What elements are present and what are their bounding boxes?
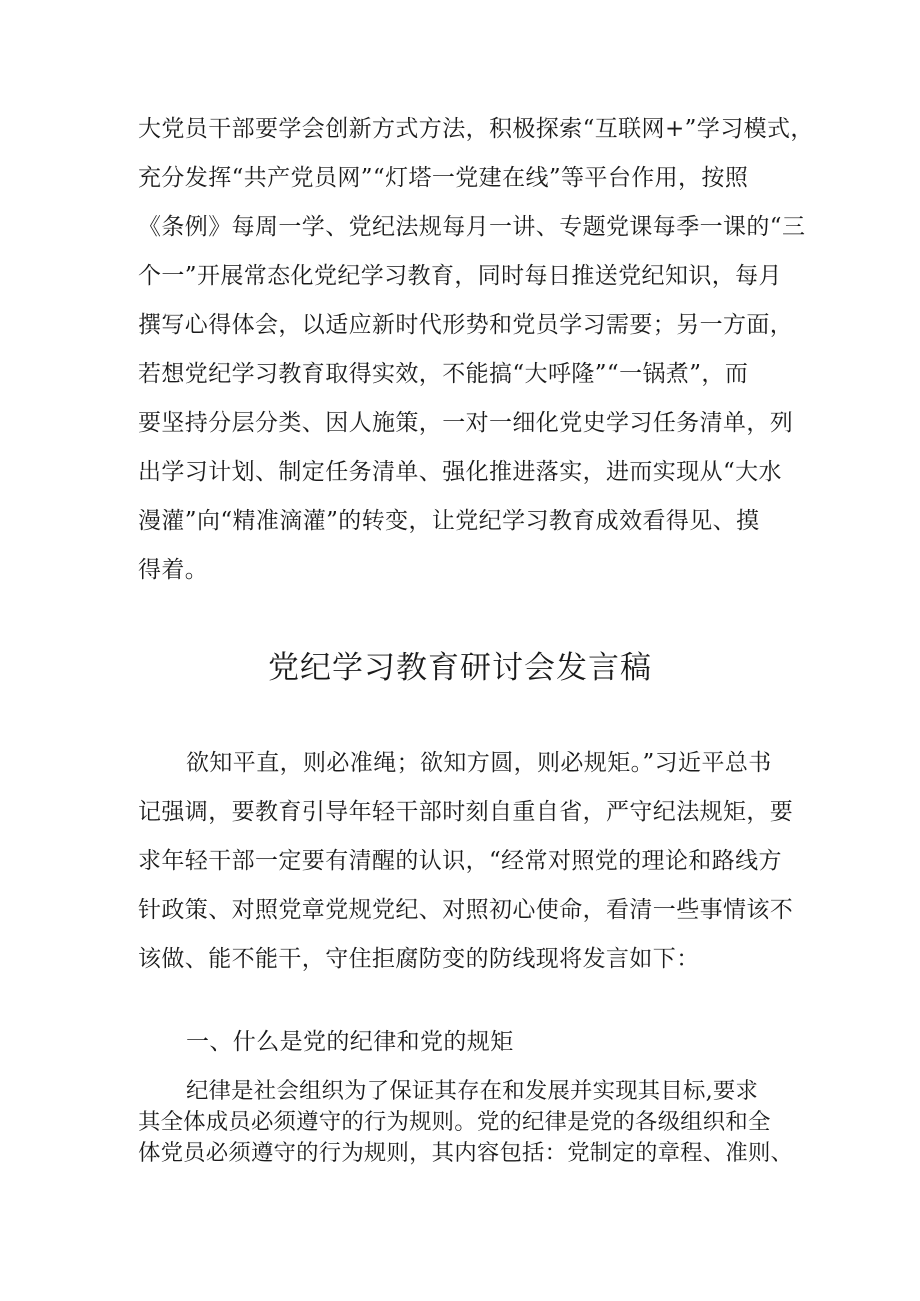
body-text-line: 大党员干部要学会创新方式方法，积极探索“互联网+”学习模式， [138,116,814,142]
body-text-line: 《条例》每周一学、党纪法规每月一讲、专题党课每季一课的“三 [138,214,806,240]
body-text-line: 要坚持分层分类、因人施策，一对一细化党史学习任务清单，列 [138,410,794,436]
body-text-line: 求年轻干部一定要有清醒的认识，“经常对照党的理论和路线方 [138,848,782,874]
section-heading: 一、什么是党的纪律和党的规矩 [186,1029,514,1055]
body-text-line: 充分发挥“共产党员网”“灯塔一党建在线”等平台作用，按照 [138,165,749,191]
body-text-line: 体党员必须遵守的行为规则，其内容包括：党制定的章程、准则、 [138,1140,794,1166]
body-text-line: 欲知平直，则必准绳；欲知方圆，则必规矩。”习近平总书 [186,750,772,776]
body-text-line: 记强调，要教育引导年轻干部时刻自重自省，严守纪法规矩，要 [138,799,794,825]
body-text-line: 其全体成员必须遵守的行为规则。党的纪律是党的各级组织和全 [138,1109,771,1135]
body-text-line: 若想党纪学习教育取得实效，不能搞“大呼隆”“一锅煮”，而 [138,361,749,387]
body-text-line: 撰写心得体会，以适应新时代形势和党员学习需要；另一方面， [138,312,794,338]
body-text-line: 该做、能不能干，守住拒腐防变的防线现将发言如下： [138,946,700,972]
document-title: 党纪学习教育研讨会发言稿 [268,650,652,686]
body-text-line: 得着。 [138,557,209,583]
body-text-line: 个一”开展常态化党纪学习教育，同时每日推送党纪知识，每月 [138,263,782,289]
body-text-line: 针政策、对照党章党规党纪、对照初心使命，看清一些事情该不 [138,897,794,923]
body-text-line: 出学习计划、制定任务清单、强化推进落实，进而实现从“大水 [138,459,782,485]
body-text-line: 漫灌”向“精准滴灌”的转变，让党纪学习教育成效看得见、摸 [138,508,760,534]
body-text-line: 纪律是社会组织为了保证其存在和发展并实现其目标,要求 [186,1078,759,1104]
